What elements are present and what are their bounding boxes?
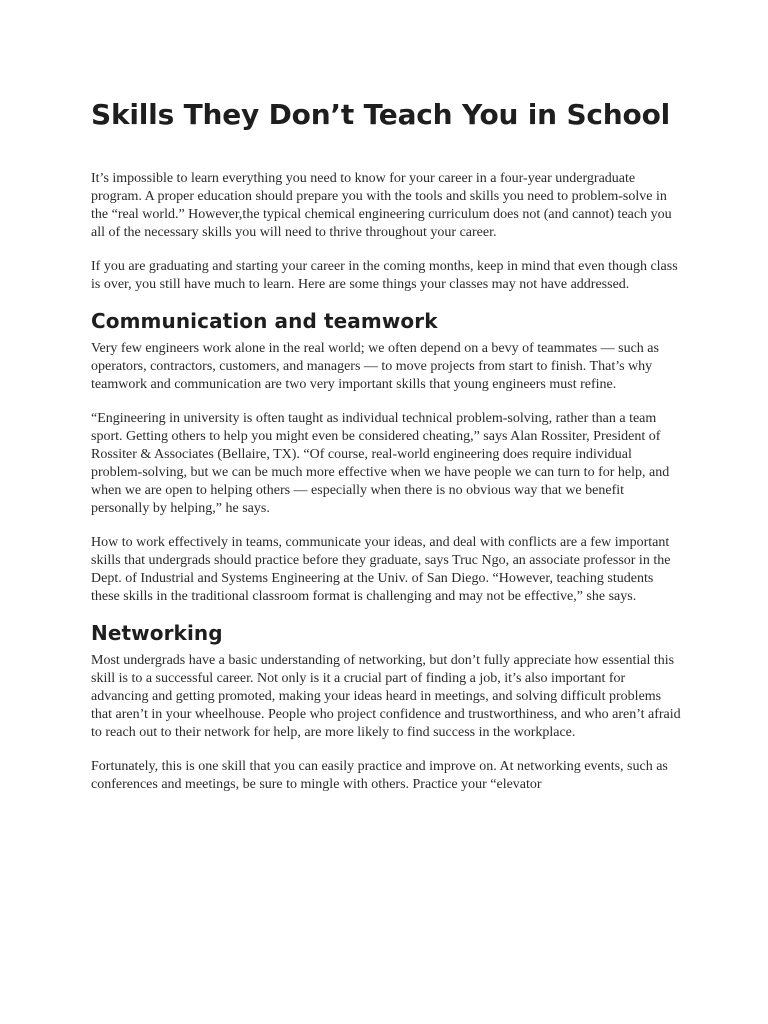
networking-paragraph-2: Fortunately, this is one skill that you can easily practice and improve on. At networking events, such as conferences and meetings, be sure to mingle with others. Practice your “elevator bbox=[91, 759, 668, 792]
communication-paragraph-2: “Engineering in university is often taught as individual technical problem-solving, rather than a team sport. Getting others to help you might even be considered cheating,” says Alan Rossiter, President of Rossiter & Associates (Bellaire, TX). “Of course, real-world engineering does require individual problem-solving, but we can be much more effective when we have people we can turn to for help, and when we are open to helping others — especially when there is no obvious way that we benefit personally by helping,” he says. bbox=[91, 411, 670, 516]
section-heading-networking: Networking bbox=[91, 621, 223, 645]
article-title: Skills They Don’t Teach You in School bbox=[91, 98, 671, 131]
networking-paragraph-1: Most undergrads have a basic understanding of networking, but don’t fully appreciate how essential this skill is to a successful career. Not only is it a crucial part of finding a job, it’s also important for advancing and getting promoted, making your ideas heard in meetings, and solving difficult problems that aren’t in your wheelhouse. People who project confidence and trustworthiness, and who aren’t afraid to reach out to their network for help, are more likely to find success in the workplace. bbox=[91, 653, 681, 740]
communication-paragraph-1: Very few engineers work alone in the real world; we often depend on a bevy of teammates — such as operators, contractors, customers, and managers — to move projects from start to finish. That’s why teamwork and communication are two very important skills that young engineers must refine. bbox=[91, 341, 659, 392]
communication-paragraph-3: How to work effectively in teams, communicate your ideas, and deal with conflicts are a few important skills that undergrads should practice before they graduate, says Truc Ngo, an associate professor in the Dept. of Industrial and Systems Engineering at the Univ. of San Diego. “However, teaching students these skills in the traditional classroom format is challenging and may not be effective,” she says. bbox=[91, 535, 671, 604]
intro-paragraph-2: If you are graduating and starting your career in the coming months, keep in mind that even though class is over, you still have much to learn. Here are some things your classes may not have addressed. bbox=[91, 259, 678, 292]
section-heading-communication: Communication and teamwork bbox=[91, 309, 438, 333]
intro-paragraph-1: It’s impossible to learn everything you need to know for your career in a four-year undergraduate program. A proper education should prepare you with the tools and skills you need to problem-solve in the “real world.” However,the typical chemical engineering curriculum does not (and cannot) teach you all of the necessary skills you will need to thrive throughout your career. bbox=[91, 171, 672, 240]
document-page bbox=[91, 0, 681, 794]
